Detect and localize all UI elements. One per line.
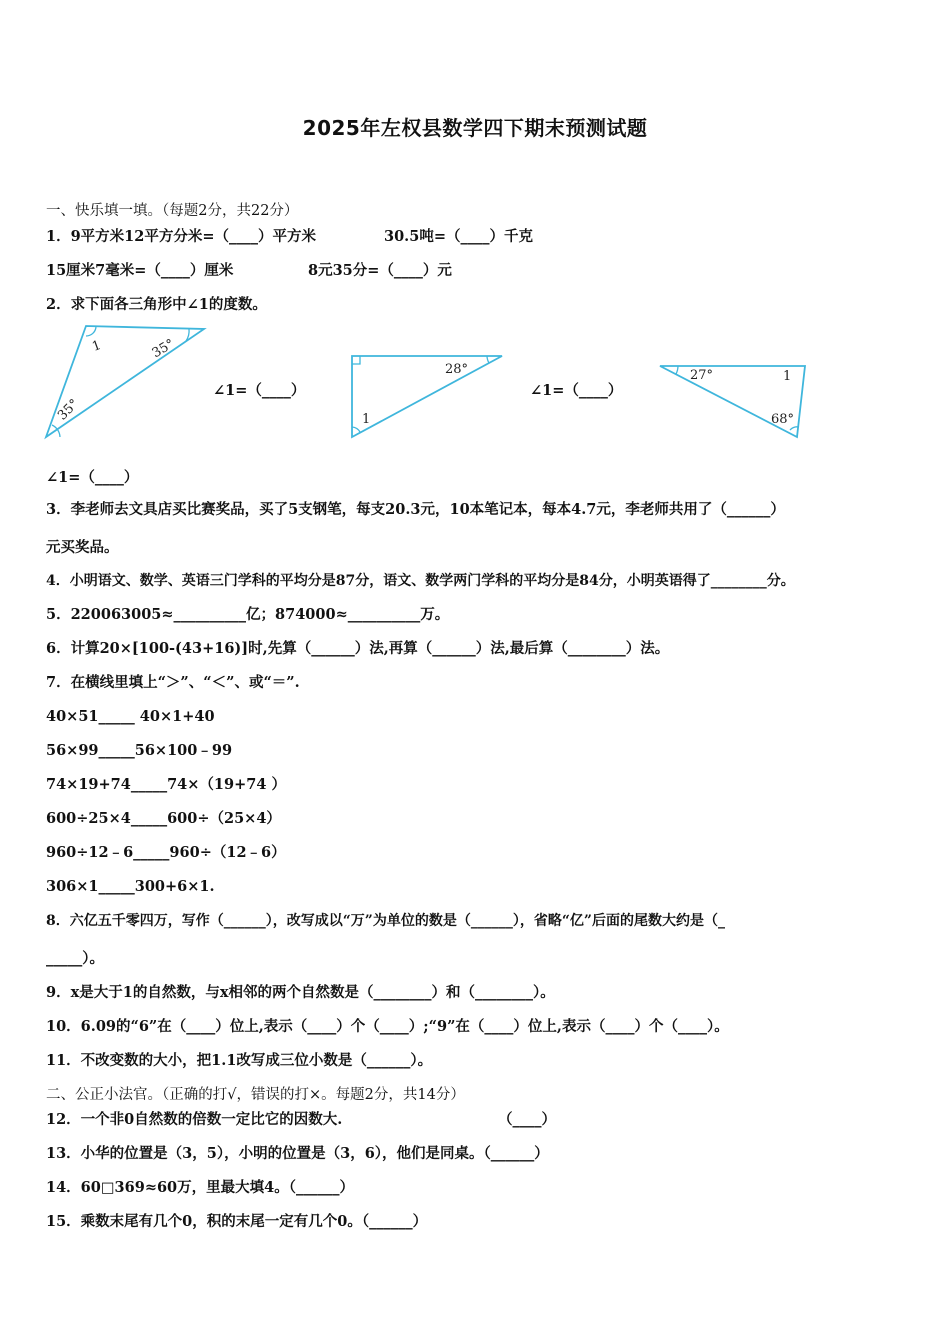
question-5: 5．220063005≈__________亿；874000≈__________万。 bbox=[46, 606, 450, 623]
question-7-item: 56×99_____56×100﹣99 bbox=[46, 742, 233, 759]
question-14: 14．60□369≈60万，里最大填4。（______） bbox=[46, 1179, 354, 1196]
page-title: 2025年左权县数学四下期末预测试题 bbox=[302, 116, 648, 140]
question-2: 2．求下面各三角形中∠1的度数。 bbox=[46, 296, 267, 313]
question-12: 12．一个非0自然数的倍数一定比它的因数大. bbox=[46, 1111, 343, 1128]
question-7-item: 600÷25×4_____600÷（25×4） bbox=[46, 810, 281, 827]
triangle-1-label-bottom: 35° bbox=[55, 396, 83, 424]
question-8: 8．六亿五千零四万，写作（______），改写成以“万”为单位的数是（______），省略“亿”后面的尾数大约是（_ bbox=[46, 913, 725, 929]
section-1-heading: 一、快乐填一填。（每题2分，共22分） bbox=[46, 203, 299, 219]
triangle-2-label-angle: 28° bbox=[445, 362, 469, 377]
question-13: 13．小华的位置是（3，5），小明的位置是（3，6），他们是同桌。（______） bbox=[46, 1145, 549, 1162]
question-15: 15．乘数末尾有几个0，积的末尾一定有几个0。（______） bbox=[46, 1213, 428, 1230]
triangle-3-label-bottom: 68° bbox=[771, 412, 795, 427]
question-6: 6．计算20×[100-(43+16)]时,先算（______）法,再算（______）法,最后算（________）法。 bbox=[46, 640, 670, 657]
question-1b: 30.5吨=（____）千克 bbox=[384, 228, 533, 245]
question-1d: 8元35分=（____）元 bbox=[308, 262, 452, 279]
question-10: 10．6.09的“6”在（____）位上,表示（____）个（____）;“9”在（____）位上,表示（____）个（____）。 bbox=[46, 1018, 729, 1035]
question-9: 9．x是大于1的自然数，与x相邻的两个自然数是（________）和（________）。 bbox=[46, 984, 555, 1001]
triangle-1-label-top: 35° bbox=[149, 336, 178, 362]
question-8-continued: _____）。 bbox=[46, 950, 104, 967]
question-7: 7．在横线里填上“＞”、“＜”、或“＝”. bbox=[46, 674, 300, 691]
triangle-1-shape bbox=[46, 326, 204, 437]
question-12-answer: （____） bbox=[498, 1111, 556, 1128]
question-1c: 15厘米7毫米=（____）厘米 bbox=[46, 262, 234, 279]
triangle-1-answer: ∠1=（____） bbox=[213, 382, 306, 399]
question-7-item: 306×1_____300+6×1. bbox=[46, 878, 215, 895]
question-7-item: 74×19+74_____74×（19+74 ） bbox=[46, 776, 286, 793]
triangle-2-answer: ∠1=（____） bbox=[530, 382, 623, 399]
question-3-continued: 元买奖品。 bbox=[46, 539, 119, 556]
section-2-heading: 二、公正小法官。（正确的打√，错误的打×。每题2分，共14分） bbox=[46, 1087, 465, 1103]
triangle-3-label-left: 27° bbox=[690, 368, 714, 383]
triangle-1-label-angle1: 1 bbox=[90, 337, 104, 355]
question-7-item: 960÷12﹣6_____960÷（12﹣6） bbox=[46, 844, 286, 861]
question-3: 3．李老师去文具店买比赛奖品，买了5支钢笔，每支20.3元，10本笔记本，每本4.7元，李老师共用了（______） bbox=[46, 501, 785, 518]
triangle-2-shape bbox=[352, 356, 502, 437]
triangle-3-answer: ∠1=（____） bbox=[46, 469, 139, 486]
triangle-2-label-angle1: 1 bbox=[362, 412, 371, 427]
question-4: 4．小明语文、数学、英语三门学科的平均分是87分，语文、数学两门学科的平均分是84分，小明英语得了________分。 bbox=[46, 573, 795, 589]
question-7-item: 40×51_____ 40×1+40 bbox=[46, 708, 215, 725]
triangle-3-label-angle1: 1 bbox=[783, 369, 792, 384]
question-1a: 1．9平方米12平方分米=（____）平方米 bbox=[46, 228, 317, 245]
question-11: 11．不改变数的大小，把1.1改写成三位小数是（______）。 bbox=[46, 1052, 433, 1069]
